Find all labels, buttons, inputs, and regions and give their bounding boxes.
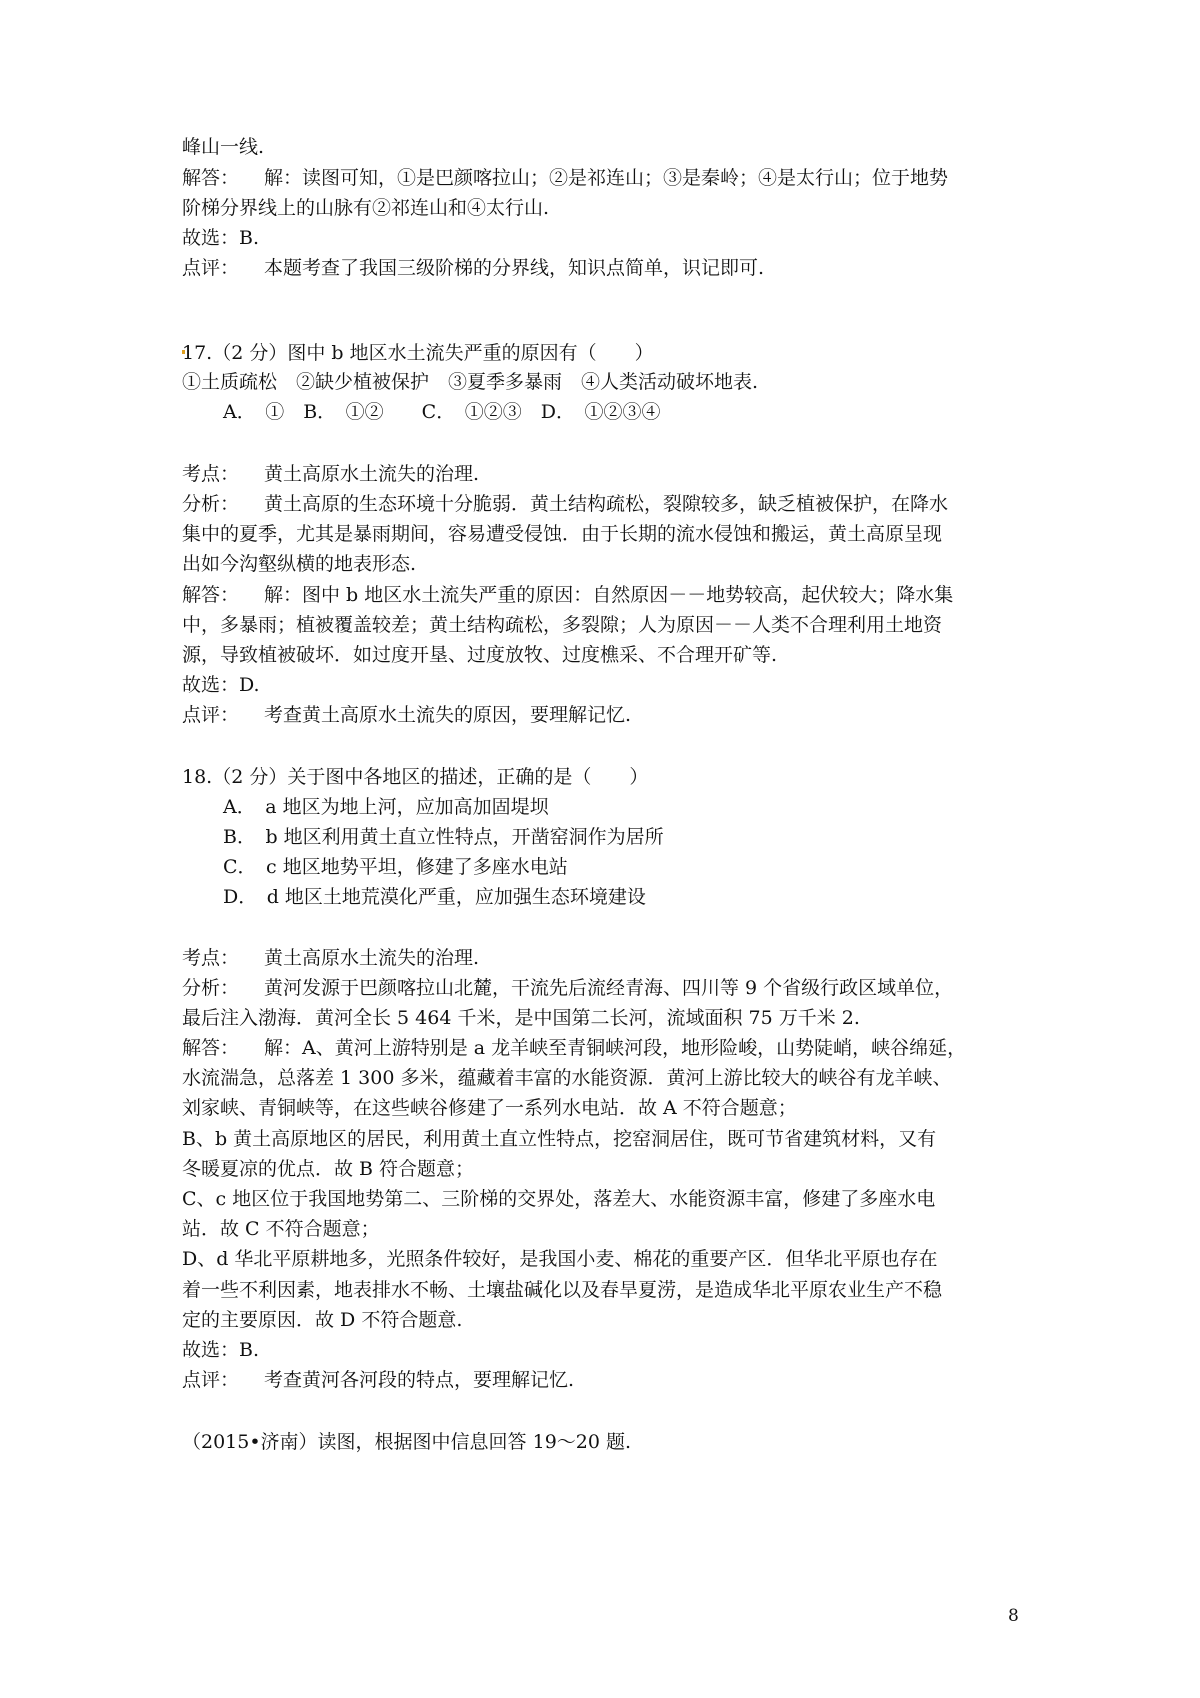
q18-option-c: C． c 地区地势平坦，修建了多座水电站 (223, 856, 568, 878)
q18-answer-line: 冬暖夏凉的优点．故 B 符合题意； (182, 1158, 475, 1180)
q17-choice: 故选：D. (182, 674, 260, 696)
q18-answer-line: 定的主要原因．故 D 不符合题意. (182, 1309, 463, 1331)
point-text: 黄土高原水土流失的治理. (264, 947, 480, 969)
answer-label: 解答： (182, 584, 240, 606)
q17-comment-line (182, 703, 631, 727)
point-text: 黄土高原水土流失的治理. (264, 463, 480, 485)
answer-text: 解：读图可知，①是巴颜喀拉山；②是祁连山；③是秦岭；④是太行山；位于地势 (264, 167, 949, 189)
comment-label: 点评： (182, 704, 240, 726)
q16-answer-line: 阶梯分界线上的山脉有②祁连山和④太行山. (182, 197, 550, 219)
point-label: 考点： (182, 947, 240, 969)
q16-text-line: 峰山一线. (182, 136, 265, 158)
comment-text: 考查黄土高原水土流失的原因，要理解记忆. (264, 704, 632, 726)
answer-text: 解：图中 b 地区水土流失严重的原因：自然原因－－地势较高，起伏较大；降水集 (264, 584, 954, 606)
q18-option-b: B． b 地区利用黄土直立性特点，开凿窑洞作为居所 (223, 826, 664, 848)
q18-answer-line: C、c 地区位于我国地势第二、三阶梯的交界处，落差大、水能资源丰富，修建了多座水电 (182, 1188, 936, 1210)
q17-answer-line: 源，导致植被破坏．如过度开垦、过度放牧、过度樵采、不合理开矿等. (182, 644, 778, 666)
q18-stem: 18.（2 分）关于图中各地区的描述，正确的是（ ） (182, 766, 649, 788)
q17-point-line (182, 462, 479, 486)
q18-answer-line: 站．故 C 不符合题意； (182, 1218, 380, 1240)
analysis-text: 黄土高原的生态环境十分脆弱．黄土结构疏松，裂隙较多，缺乏植被保护，在降水 (264, 493, 949, 515)
answer-text: 解：A、黄河上游特别是 a 龙羊峡至青铜峡河段，地形险峻，山势陡峭，峡谷绵延， (264, 1037, 967, 1059)
q17-answer-line: 中，多暴雨；植被覆盖较差；黄土结构疏松，多裂隙；人为原因－－人类不合理利用土地资 (182, 614, 943, 636)
q18-answer-line: B、b 黄土高原地区的居民，利用黄土直立性特点，挖窑洞居住，既可节省建筑材料，又有 (182, 1128, 937, 1150)
q18-option-a: A． a 地区为地上河，应加高加固堤坝 (223, 796, 549, 818)
q18-comment-line (182, 1368, 574, 1392)
answer-label: 解答： (182, 1037, 240, 1059)
q18-analysis-line (182, 976, 953, 1000)
analysis-text: 黄河发源于巴颜喀拉山北麓，干流先后流经青海、四川等 9 个省级行政区域单位， (264, 977, 954, 999)
q18-analysis-line: 最后注入渤海．黄河全长 5 464 千米，是中国第二长河，流域面积 75 万千米 2. (182, 1007, 860, 1029)
q17-factors: ①土质疏松 ②缺少植被保护 ③夏季多暴雨 ④人类活动破坏地表. (182, 371, 759, 393)
q17-options: A． ① B． ①② C． ①②③ D． ①②③④ (223, 401, 661, 423)
q18-answer-line: 刘家峡、青铜峡等，在这些峡谷修建了一系列水电站．故 A 不符合题意； (182, 1097, 797, 1119)
q18-choice: 故选：B. (182, 1339, 260, 1361)
q16-answer-line (182, 166, 948, 190)
q17-analysis-line: 出如今沟壑纵横的地表形态. (182, 553, 417, 575)
answer-label: 解答： (182, 167, 240, 189)
q18-answer-line (182, 1036, 966, 1060)
page-number: 8 (1008, 1606, 1019, 1626)
analysis-label: 分析： (182, 977, 240, 999)
comment-label: 点评： (182, 1369, 240, 1391)
next-section-intro: （2015•济南）读图，根据图中信息回答 19～20 题. (182, 1431, 632, 1453)
q18-answer-line: D、d 华北平原耕地多，光照条件较好，是我国小麦、棉花的重要产区．但华北平原也存在 (182, 1248, 938, 1270)
q17-analysis-line: 集中的夏季，尤其是暴雨期间，容易遭受侵蚀．由于长期的流水侵蚀和搬运，黄土高原呈现 (182, 523, 943, 545)
comment-text: 考查黄河各河段的特点，要理解记忆. (264, 1369, 575, 1391)
q17-answer-line (182, 583, 953, 607)
q17-stem: 17.（2 分）图中 b 地区水土流失严重的原因有（ ） (182, 342, 654, 364)
analysis-label: 分析： (182, 493, 240, 515)
q16-comment-line (182, 256, 764, 280)
comment-text: 本题考查了我国三级阶梯的分界线，知识点简单，识记即可. (264, 257, 765, 279)
comment-label: 点评： (182, 257, 240, 279)
q18-option-d: D． d 地区土地荒漠化严重，应加强生态环境建设 (223, 886, 646, 908)
q17-analysis-line (182, 492, 948, 516)
q18-answer-line: 着一些不利因素，地表排水不畅、土壤盐碱化以及春旱夏涝，是造成华北平原农业生产不稳 (182, 1279, 943, 1301)
q16-choice: 故选：B. (182, 227, 260, 249)
point-label: 考点： (182, 463, 240, 485)
q18-point-line (182, 946, 479, 970)
q18-answer-line: 水流湍急，总落差 1 300 多米，蕴藏着丰富的水能资源．黄河上游比较大的峡谷有龙羊峡、 (182, 1067, 952, 1089)
